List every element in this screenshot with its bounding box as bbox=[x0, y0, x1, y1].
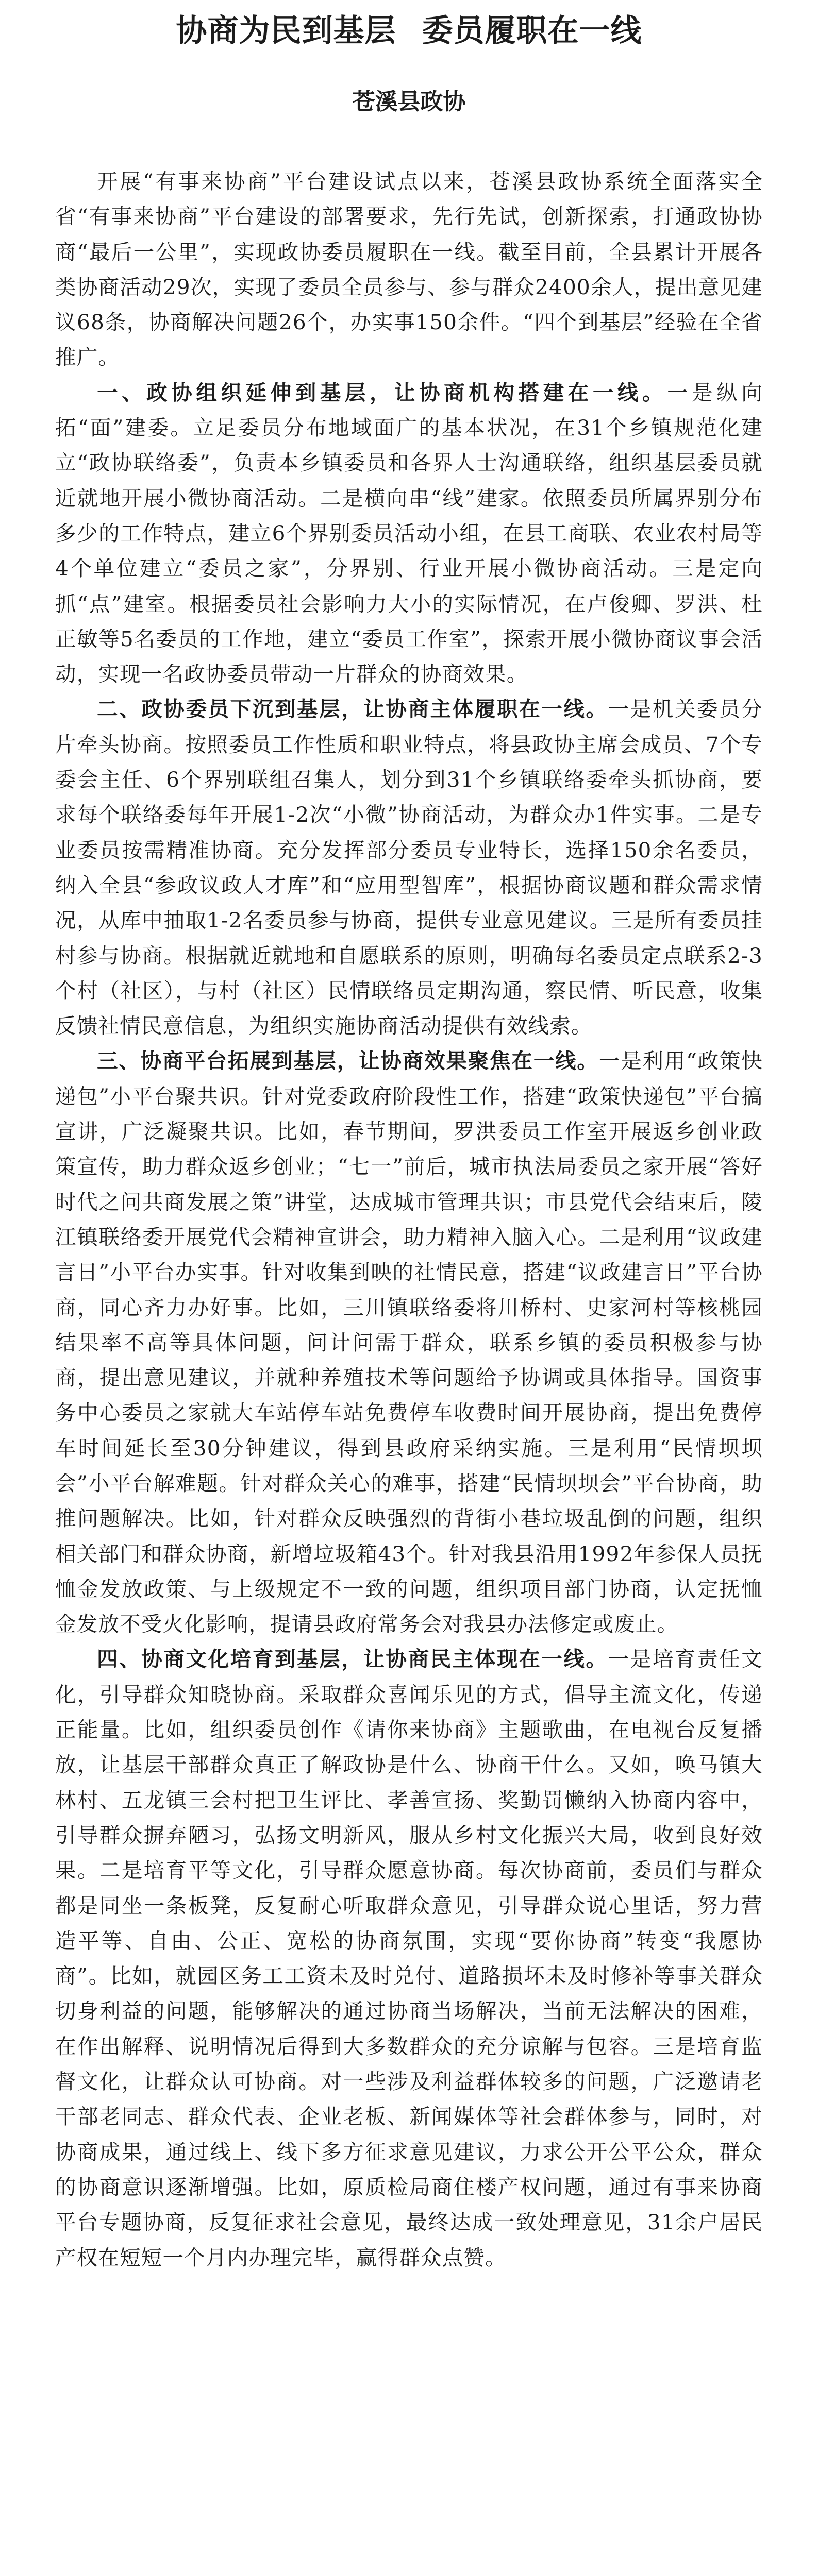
section-4-heading: 四、协商文化培育到基层，让协商民主体现在一线。 bbox=[97, 1647, 608, 1672]
section-3-heading: 三、协商平台拓展到基层，让协商效果聚焦在一线。 bbox=[97, 1048, 599, 1074]
section-1-body: 一是纵向拓“面”建委。立足委员分布地域面广的基本状况，在31个乡镇规范化建立“政协联络委”，负责本乡镇委员和各界人士沟通联络，组织基层委员就近就地开展小微协商活动。二是横向串“线”建家。依照委员所属界别分布多少的工作特点，建立6个界别委员活动小组，在县工商联、农业农村局等4个单位建立“委员之家”，分界别、行业开展小微协商活动。三是定向抓“点”建室。根据委员社会影响力大小的实际情况，在卢俊卿、罗洪、杜正敏等5名委员的工作地，建立“委员工作室”，探索开展小微协商议事会活动，实现一名政协委员带动一片群众的协商效果。 bbox=[55, 380, 763, 687]
section-2-paragraph bbox=[55, 691, 763, 1043]
section-2-body: 一是机关委员分片牵头协商。按照委员工作性质和职业特点，将县政协主席会成员、7个专委会主任、6个界别联组召集人，划分到31个乡镇联络委牵头抓协商，要求每个联络委每年开展1-2次“小微”协商活动，为群众办1件实事。二是专业委员按需精准协商。充分发挥部分委员专业特长，选择150余名委员，纳入全县“参政议政人才库”和“应用型智库”，根据协商议题和群众需求情况，从库中抽取1-2名委员参与协商，提供专业意见建议。三是所有委员挂村参与协商。根据就近就地和自愿联系的原则，明确每名委员定点联系2-3个村（社区），与村（社区）民情联络员定期沟通，察民情、听民意，收集反馈社情民意信息，为组织实施协商活动提供有效线索。 bbox=[55, 697, 763, 1039]
article-title-part2: 委员履职在一线 bbox=[422, 13, 642, 49]
section-2-heading: 二、政协委员下沉到基层，让协商主体履职在一线。 bbox=[97, 697, 608, 722]
section-1-heading: 一、政协组织延伸到基层，让协商机构搭建在一线。 bbox=[97, 380, 667, 405]
section-4-body: 一是培育责任文化，引导群众知晓协商。采取群众喜闻乐见的方式，倡导主流文化，传递正能量。比如，组织委员创作《请你来协商》主题歌曲，在电视台反复播放，让基层干部群众真正了解政协是什么、协商干什么。又如，唤马镇大林村、五龙镇三会村把卫生评比、孝善宣扬、奖勤罚懒纳入协商内容中，引导群众摒弃陋习，弘扬文明新风，服从乡村文化振兴大局，收到良好效果。二是培育平等文化，引导群众愿意协商。每次协商前，委员们与群众都是同坐一条板凳，反复耐心听取群众意见，引导群众说心里话，努力营造平等、自由、公正、宽松的协商氛围，实现“要你协商”转变“我愿协商”。比如，就园区务工工资未及时兑付、道路损坏未及时修补等事关群众切身利益的问题，能够解决的通过协商当场解决，当前无法解决的困难，在作出解释、说明情况后得到大多数群众的充分谅解与包容。三是培育监督文化，让群众认可协商。对一些涉及利益群体较多的问题，广泛邀请老干部老同志、群众代表、企业老板、新闻媒体等社会群体参与，同时，对协商成果，通过线上、线下多方征求意见建议，力求公开公平公众，群众的协商意识逐渐增强。比如，原质检局商住楼产权问题，通过有事来协商平台专题协商，反复征求社会意见，最终达成一致处理意见，31余户居民产权在短短一个月内办理完毕，赢得群众点赞。 bbox=[55, 1647, 763, 2270]
article-title-part1: 协商为民到基层 bbox=[176, 13, 396, 49]
section-1-paragraph bbox=[55, 375, 763, 692]
article-author: 苍溪县政协 bbox=[352, 89, 466, 115]
section-3-paragraph bbox=[55, 1043, 763, 1641]
section-3-body: 一是利用“政策快递包”小平台聚共识。针对党委政府阶段性工作，搭建“政策快递包”平台搞宣讲，广泛凝聚共识。比如，春节期间，罗洪委员工作室开展返乡创业政策宣传，助力群众返乡创业；“七一”前后，城市执法局委员之家开展“答好时代之问共商发展之策”讲堂，达成城市管理共识；市县党代会结束后，陵江镇联络委开展党代会精神宣讲会，助力精神入脑入心。二是利用“议政建言日”小平台办实事。针对收集到映的社情民意，搭建“议政建言日”平台协商，同心齐力办好事。比如，三川镇联络委将川桥村、史家河村等核桃园结果率不高等具体问题，问计问需于群众，联系乡镇的委员积极参与协商，提出意见建议，并就种养殖技术等问题给予协调或具体指导。国资事务中心委员之家就大车站停车站免费停车收费时间开展协商，提出免费停车时间延长至30分钟建议，得到县政府采纳实施。三是利用“民情坝坝会”小平台解难题。针对群众关心的难事，搭建“民情坝坝会”平台协商，助推问题解决。比如，针对群众反映强烈的背街小巷垃圾乱倒的问题，组织相关部门和群众协商，新增垃圾箱43个。针对我县沿用1992年参保人员抚恤金发放政策、与上级规定不一致的问题，组织项目部门协商，认定抚恤金发放不受火化影响，提请县政府常务会对我县办法修定或废止。 bbox=[55, 1048, 763, 1637]
section-4-paragraph bbox=[55, 1641, 763, 2275]
intro-paragraph: 开展“有事来协商”平台建设试点以来，苍溪县政协系统全面落实全省“有事来协商”平台建设的部署要求，先行先试，创新探索，打通政协协商“最后一公里”，实现政协委员履职在一线。截至目前，全县累计开展各类协商活动29次，实现了委员全员参与、参与群众2400余人，提出意见建议68条，协商解决问题26个，办实事150余件。“四个到基层”经验在全省推广。 bbox=[55, 169, 763, 370]
article-title bbox=[55, 7, 763, 55]
